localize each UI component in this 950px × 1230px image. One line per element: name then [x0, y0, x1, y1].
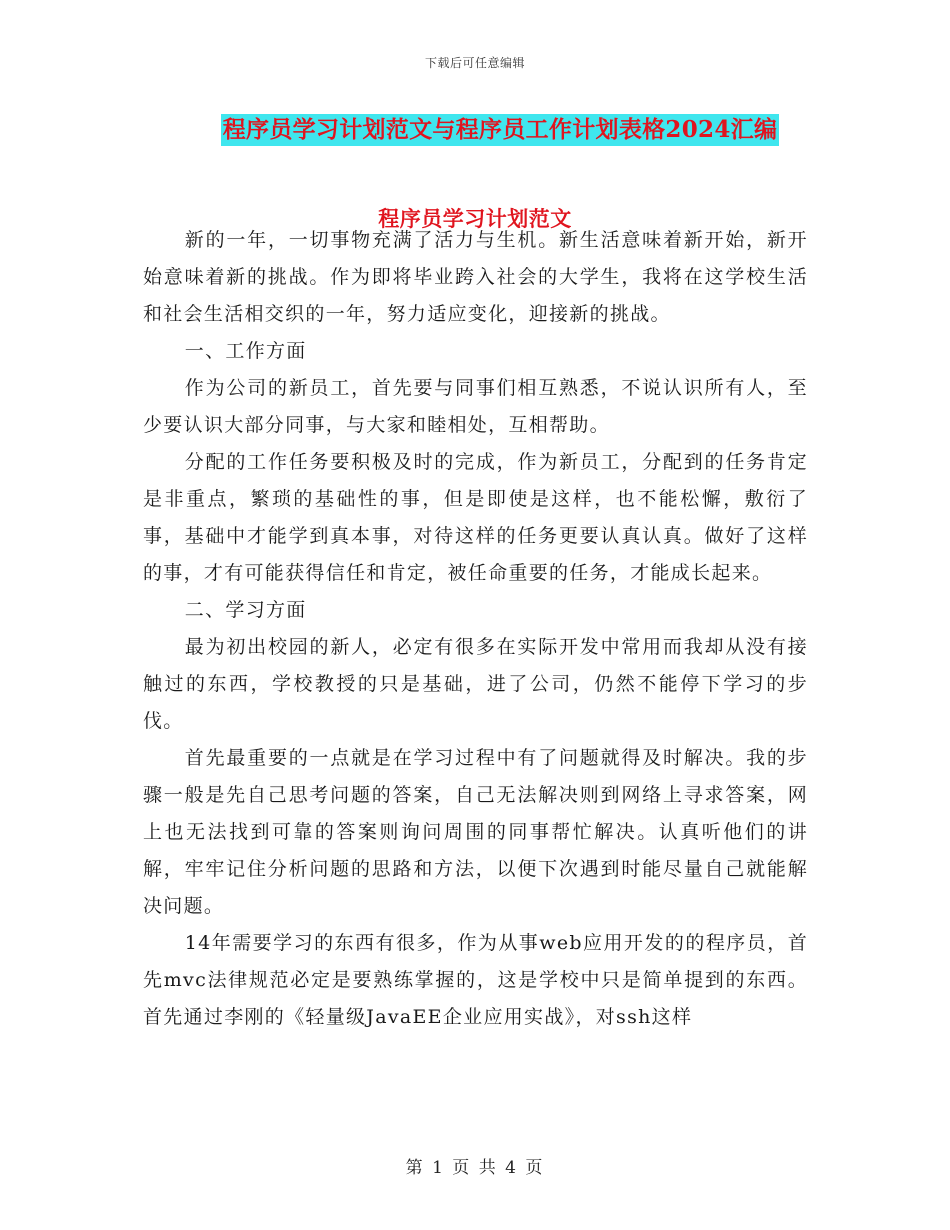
- paragraph-work-2: 分配的工作任务要积极及时的完成，作为新员工，分配到的任务肯定是非重点，繁琐的基础性的事，但是即使是这样，也不能松懈，敷衍了事，基础中才能学到真本事，对待这样的任务更要认真认真。做好了这样的事，才有可能获得信任和肯定，被任命重要的任务，才能成长起来。: [143, 451, 808, 584]
- page-footer: 第 1 页 共 4 页: [405, 1158, 545, 1178]
- section-title: 程序员学习计划范文: [378, 206, 572, 231]
- paragraph-study-1: 最为初出校园的新人，必定有很多在实际开发中常用而我却从没有接触过的东西，学校教授的只是基础，进了公司，仍然不能停下学习的步伐。: [143, 636, 808, 732]
- heading-work: 一、工作方面: [184, 340, 307, 362]
- document-title-wrap: [0, 114, 950, 146]
- body-text: [143, 222, 808, 1036]
- paragraph-study-2: 首先最重要的一点就是在学习过程中有了问题就得及时解决。我的步骤一般是先自己思考问题的答案，自己无法解决则到网络上寻求答案，网上也无法找到可靠的答案则询问周围的同事帮忙解决。认真听他们的讲解，牢牢记住分析问题的思路和方法，以便下次遇到时能尽量自己就能解决问题。: [143, 747, 808, 917]
- document-title: 程序员学习计划范文与程序员工作计划表格2024汇编: [221, 114, 780, 146]
- paragraph-study-3: 14年需要学习的东西有很多，作为从事web应用开发的的程序员，首先mvc法律规范必定是要熟练掌握的，这是学校中只是简单提到的东西。首先通过李刚的《轻量级JavaEE企业应用实战》，对ssh这样: [143, 932, 808, 1028]
- paragraph-work-1: 作为公司的新员工，首先要与同事们相互熟悉，不说认识所有人，至少要认识大部分同事，与大家和睦相处，互相帮助。: [143, 377, 808, 436]
- paragraph-intro: 新的一年，一切事物充满了活力与生机。新生活意味着新开始，新开始意味着新的挑战。作为即将毕业跨入社会的大学生，我将在这学校生活和社会生活相交织的一年，努力适应变化，迎接新的挑战。: [143, 229, 808, 325]
- header-note: 下载后可任意编辑: [424, 56, 525, 70]
- heading-study: 二、学习方面: [184, 599, 307, 621]
